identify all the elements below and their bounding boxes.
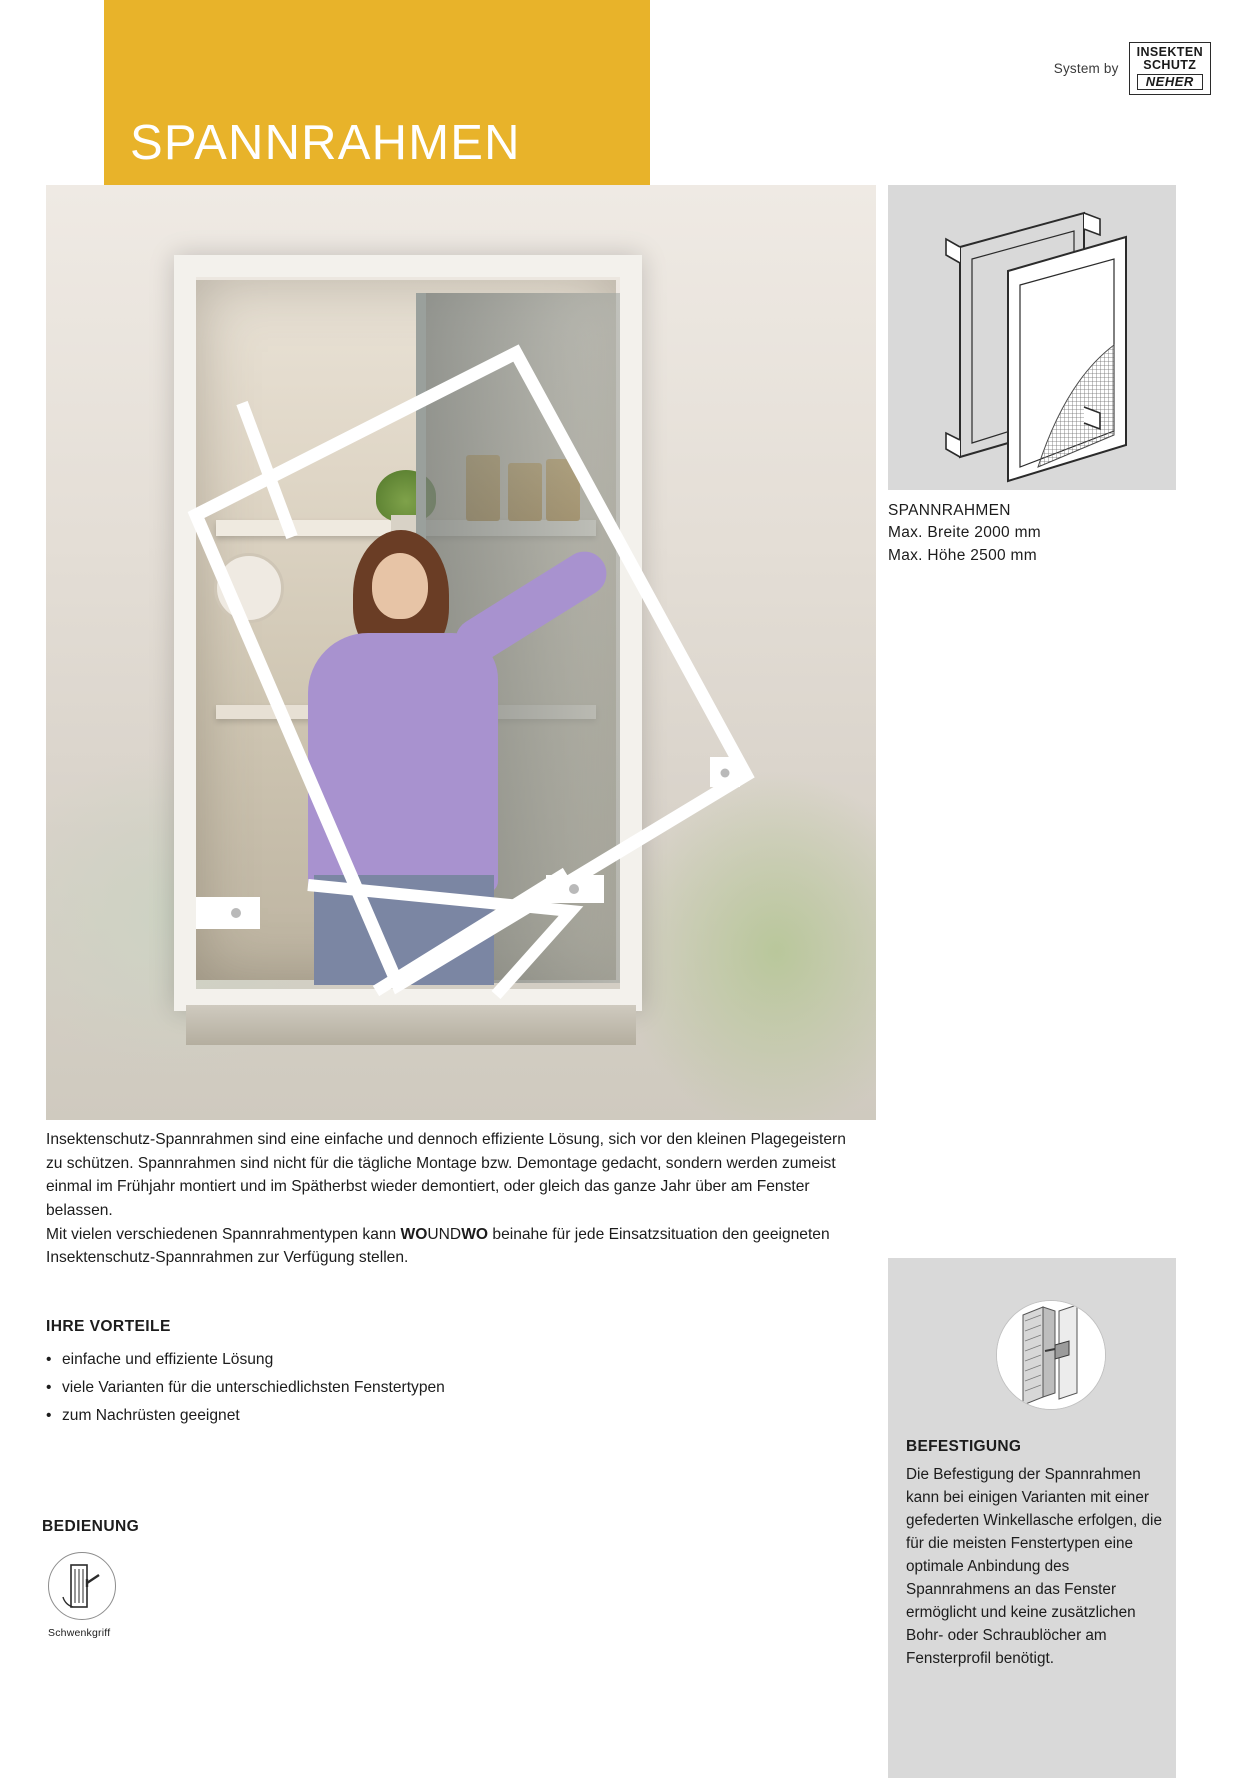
brand-und: UND <box>427 1225 462 1243</box>
product-illustration-box <box>888 185 1176 490</box>
fixing-text: Die Befestigung der Spannrahmen kann bei einigen Varianten mit einer gefederten Winkellasche erfolgen, die für die meisten Fenstertypen eine optimale Anbindung des Spannrahmens an das Fenster ermöglicht und keine zusätzlichen Bohr- oder Schraublöcher am Fensterprofil benötigt. <box>906 1466 1162 1667</box>
fixing-title: BEFESTIGUNG <box>906 1438 1022 1455</box>
body-paragraph-2 <box>46 1223 851 1270</box>
brand-block <box>1054 42 1211 95</box>
product-caption <box>888 500 1188 567</box>
angle-bracket-icon <box>997 1301 1105 1409</box>
advantages-list <box>46 1346 686 1429</box>
paragraph2-post: beinahe für jede Einsatzsituation den geeigneten Insektenschutz-Spannrahmen zur Verfügung stellen. <box>46 1225 830 1267</box>
product-max-height: Max. Höhe 2500 mm <box>888 546 1037 564</box>
body-paragraph-1: Insektenschutz-Spannrahmen sind eine einfache und dennoch effiziente Lösung, sich vor den kleinen Plagegeistern zu schützen. Spannrahmen sind nicht für die tägliche Montage bzw. Demontage gedacht, sondern werden zumeist einmal im Frühjahr montiert und im Spätherbst wieder demontiert, oder gleich das ganze Jahr über am Fenster belassen. <box>46 1131 846 1220</box>
advantages-title: IHRE VORTEILE <box>46 1318 171 1335</box>
fixing-illustration <box>996 1300 1106 1410</box>
product-name: SPANNRAHMEN <box>888 502 1011 519</box>
logo-brand-name: NEHER <box>1137 74 1203 90</box>
operation-title: BEDIENUNG <box>42 1518 140 1535</box>
brand-wo-1: WO <box>400 1225 428 1243</box>
page-title: SPANNRAHMEN <box>130 116 521 170</box>
list-item: • viele Varianten für die unterschiedlichsten Fenstertypen <box>46 1374 686 1402</box>
logo-line-1: INSEKTEN <box>1136 45 1203 59</box>
list-item: • einfache und effiziente Lösung <box>46 1346 686 1374</box>
brand-wo-2: WO <box>461 1225 489 1243</box>
spannrahmen-illustration <box>888 185 1176 490</box>
swivel-handle-glyph <box>49 1553 115 1619</box>
hero-photo <box>46 185 876 1120</box>
neher-logo <box>1129 42 1211 95</box>
body-copy <box>46 1128 851 1270</box>
product-max-width: Max. Breite 2000 mm <box>888 524 1042 542</box>
paragraph2-pre: Mit vielen verschiedenen Spannrahmentypen kann <box>46 1225 401 1243</box>
system-by-label: System by <box>1053 60 1119 76</box>
operation-icon-label: Schwenkgriff <box>48 1627 111 1639</box>
hero-frame-graphic-overlay <box>46 185 876 1120</box>
list-item: • zum Nachrüsten geeignet <box>46 1402 686 1430</box>
logo-line-2: SCHUTZ <box>1143 58 1197 73</box>
swivel-handle-icon <box>48 1552 116 1620</box>
